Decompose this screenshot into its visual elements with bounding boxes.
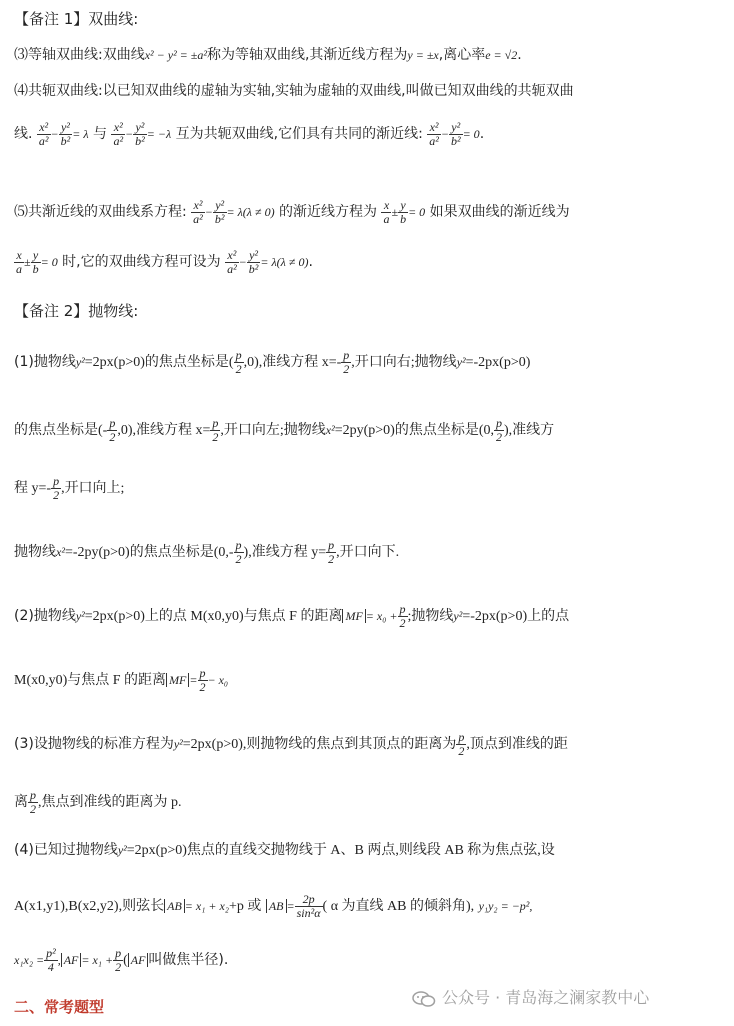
comma: , <box>529 899 533 913</box>
frac-x2-a2: $\frac{\text{x²}}{\text{a²}}$ <box>38 119 49 148</box>
p1-g: ,0),准线方程 x= <box>117 423 211 438</box>
frac-x-a: $\frac{x}{a}$ <box>383 197 390 226</box>
sym-y2: y² <box>117 843 127 857</box>
plus-minus: ± <box>24 255 31 269</box>
p1-e: =-2px(p>0) <box>465 355 531 370</box>
p1-a: (1)抛物线 <box>14 354 76 370</box>
p2-e: M(x0,y0)与焦点 F 的距离 <box>14 673 167 688</box>
comma: , <box>57 953 61 967</box>
note1-item5-line2 <box>14 246 724 278</box>
p1-i: =2py(p>0)的焦点坐标是(0, <box>334 423 494 438</box>
section-heading-text: 二、常考题型 <box>14 998 105 1016</box>
frac-p-2: $\frac{p}{2}$ <box>109 415 116 444</box>
p2-b: =2px(p>0)上的点 M(x0,y0)与焦点 F 的距离 <box>84 609 343 624</box>
item3-prefix: ⑶等轴双曲线:双曲线 <box>14 47 145 63</box>
item5-end: . <box>308 254 313 270</box>
p3-d: 离 <box>14 794 28 810</box>
frac-p-2: $\frac{p}{2}$ <box>30 787 36 816</box>
frac-y-b: $\frac{y}{b}$ <box>32 247 39 276</box>
abs-AF: AF <box>61 953 82 967</box>
frac-p-2: $\frac{p}{2}$ <box>496 415 502 444</box>
note1-heading <box>14 10 724 28</box>
p4-line3 <box>14 944 724 977</box>
note1-item4-line2 <box>14 118 724 150</box>
frac-p-2: $\frac{p}{2}$ <box>399 601 406 630</box>
p4-c: A(x1,y1),B(x2,y2),则弦长 <box>14 899 165 914</box>
rhs-zero: = 0 <box>462 127 480 141</box>
frac-p-2: $\frac{p}{2}$ <box>328 537 335 566</box>
p1-line4 <box>14 536 724 569</box>
note1-item5-line1 <box>14 196 724 228</box>
note1-heading-text: 【备注 1】双曲线: <box>14 10 139 28</box>
frac-p-2: $\frac{p}{2}$ <box>212 415 219 444</box>
item5-prefix: ⑸共渐近线的双曲线系方程: <box>14 204 187 220</box>
section-heading <box>14 996 104 1017</box>
minus: − <box>204 205 213 219</box>
rhs-neg-lambda: = −λ <box>146 127 172 141</box>
p1-q: ,开口向下. <box>336 545 400 560</box>
abs-MF: MF <box>166 673 189 687</box>
item4-mid: 互为共轭双曲线,它们具有共同的渐近线: <box>175 126 423 142</box>
frac-p2-4: $\frac{\text{p²}}{4}$ <box>46 945 56 974</box>
p1-m: 抛物线 <box>14 544 56 560</box>
y1y2-product: y₁y₂ = −p² <box>478 899 530 913</box>
eq-x0: = x₀ + <box>365 609 398 623</box>
p1-h: ,开口向左;抛物线 <box>220 423 326 438</box>
item4-prefix: 线. <box>14 126 33 142</box>
p4-d: +p 或 <box>228 899 262 914</box>
sym-x2: x² <box>56 545 65 559</box>
note1-item4-line1 <box>14 82 724 100</box>
p4-line2 <box>14 890 724 923</box>
x1x2-product: x₁x₂ = <box>14 953 45 967</box>
p1-line1 <box>14 346 724 379</box>
watermark-text: 公众号 · 青岛海之澜家教中心 <box>442 988 650 1007</box>
frac-y2-b2: $\frac{\text{y²}}{\text{b²}}$ <box>248 247 259 276</box>
frac-p-2: $\frac{p}{2}$ <box>199 665 206 694</box>
p1-d: ,开口向右;抛物线 <box>351 355 457 370</box>
frac-y2-b2: $\frac{\text{y²}}{\text{b²}}$ <box>60 119 71 148</box>
open-paren: ( <box>123 953 128 968</box>
abs-AB: AB <box>266 899 287 913</box>
note2-heading <box>14 302 724 320</box>
frac-y2-b2: $\frac{\text{y²}}{\text{b²}}$ <box>450 119 461 148</box>
p2-line1 <box>14 600 724 633</box>
item3-end: . <box>517 47 522 63</box>
p1-n: =-2py(p>0)的焦点坐标是(0,- <box>64 545 234 560</box>
item3-eccentricity: e = √2 <box>485 48 518 62</box>
note1-item3 <box>14 46 724 64</box>
item3-asymptote: y = ±x <box>407 48 439 62</box>
eq-zero: = 0 <box>40 255 58 269</box>
p1-c: ,0),准线方程 x=- <box>243 355 342 370</box>
frac-2p-sin2a: $\frac{2p}{\text{sin²α}}$ <box>296 891 321 920</box>
abs-MF: MF <box>342 609 365 623</box>
p3-e: ,焦点到准线的距离为 p. <box>38 795 182 810</box>
minus: − <box>125 127 134 141</box>
minus-x0: − x₀ <box>207 673 229 687</box>
minus: − <box>50 127 59 141</box>
frac-p-2: $\frac{p}{2}$ <box>115 945 122 974</box>
item5-line2-mid: 时,它的双曲线方程可设为 <box>62 254 221 270</box>
item5-tail: 如果双曲线的渐近线为 <box>429 204 570 220</box>
p2-d: =-2px(p>0)上的点 <box>462 609 570 624</box>
p2-a: (2)抛物线 <box>14 608 76 624</box>
eq-zero: = 0 <box>408 205 426 219</box>
sym-y2: y² <box>75 355 85 369</box>
frac-x2-a2: $\frac{\text{x²}}{\text{a²}}$ <box>113 119 124 148</box>
p1-k: 程 y=- <box>14 481 52 496</box>
item4-with: 与 <box>92 126 107 142</box>
minus: − <box>440 127 449 141</box>
p3-b: =2px(p>0),则抛物线的焦点到其顶点的距离为 <box>182 737 457 752</box>
frac-y2-b2: $\frac{\text{y²}}{\text{b²}}$ <box>214 197 225 226</box>
p1-o: ),准线方程 y= <box>243 545 327 560</box>
p1-b: =2px(p>0)的焦点坐标是( <box>84 355 234 370</box>
minus: − <box>238 255 247 269</box>
p1-f: 的焦点坐标是(- <box>14 423 108 438</box>
frac-p-2: $\frac{p}{2}$ <box>235 347 242 376</box>
frac-x2-a2: $\frac{\text{x²}}{\text{a²}}$ <box>193 197 203 226</box>
frac-x-a: $\frac{x}{a}$ <box>16 247 22 276</box>
frac-p-2: $\frac{p}{2}$ <box>458 729 465 758</box>
p3-line2 <box>14 786 724 819</box>
sym-x2: x² <box>325 423 335 437</box>
item5-mid: 的渐近线方程为 <box>279 204 378 220</box>
eq: = <box>189 673 198 687</box>
sym-y2: y² <box>456 355 466 369</box>
wechat-icon <box>412 991 436 1007</box>
p4-f: 叫做焦半径). <box>148 952 229 968</box>
frac-p-2: $\frac{p}{2}$ <box>235 537 242 566</box>
lambda-condition: = λ(λ ≠ 0) <box>226 205 275 219</box>
p1-j: ),准线方 <box>504 423 555 438</box>
af-eq: = x₁ + <box>81 953 114 967</box>
item3-mid: 称为等轴双曲线,其渐近线方程为 <box>206 47 408 63</box>
item4-end: . <box>479 126 485 142</box>
sym-y2: y² <box>173 737 183 751</box>
eq: = <box>286 899 295 913</box>
item4-line1: ⑷共轭双曲线:以已知双曲线的虚轴为实轴,实轴为虚轴的双曲线,叫做已知双曲线的共轭双曲 <box>14 83 574 99</box>
note2-heading-text: 【备注 2】抛物线: <box>14 302 139 320</box>
p1-line2 <box>14 414 724 447</box>
p2-line2 <box>14 664 724 697</box>
sym-y2: y² <box>453 609 463 623</box>
item3-tail: ,离心率 <box>438 47 486 63</box>
frac-p-2: $\frac{p}{2}$ <box>343 347 350 376</box>
p1-l: ,开口向上; <box>61 481 125 496</box>
p3-line1 <box>14 728 724 761</box>
rhs-lambda: = λ <box>72 127 89 141</box>
frac-x2-a2: $\frac{\text{x²}}{\text{a²}}$ <box>429 119 439 148</box>
p4-line1 <box>14 836 724 865</box>
abs-AF: AF <box>128 953 149 967</box>
frac-x2-a2: $\frac{\text{x²}}{\text{a²}}$ <box>227 247 237 276</box>
watermark <box>412 985 649 1008</box>
lambda-condition: = λ(λ ≠ 0) <box>260 255 309 269</box>
item3-equation: x² − y² = ±a² <box>144 48 207 62</box>
p3-a: (3)设抛物线的标准方程为 <box>14 736 174 752</box>
p3-c: ,顶点到准线的距 <box>466 737 568 752</box>
p2-c: ;抛物线 <box>407 609 454 624</box>
frac-p-2: $\frac{p}{2}$ <box>53 473 60 502</box>
p4-b: =2px(p>0)焦点的直线交抛物线于 A、B 两点,则线段 AB 称为焦点弦,设 <box>126 843 555 858</box>
sum-x1-x2: = x₁ + x₂ <box>184 899 229 913</box>
p1-line3 <box>14 472 724 505</box>
sym-y2: y² <box>75 609 85 623</box>
frac-y-b: $\frac{y}{b}$ <box>400 197 407 226</box>
frac-y2-b2: $\frac{\text{y²}}{\text{b²}}$ <box>135 119 145 148</box>
abs-AB: AB <box>164 899 185 913</box>
p4-e: ( α 为直线 AB 的倾斜角), <box>322 899 475 914</box>
p4-a: (4)已知过抛物线 <box>14 842 118 858</box>
plus-minus: ± <box>391 205 399 219</box>
